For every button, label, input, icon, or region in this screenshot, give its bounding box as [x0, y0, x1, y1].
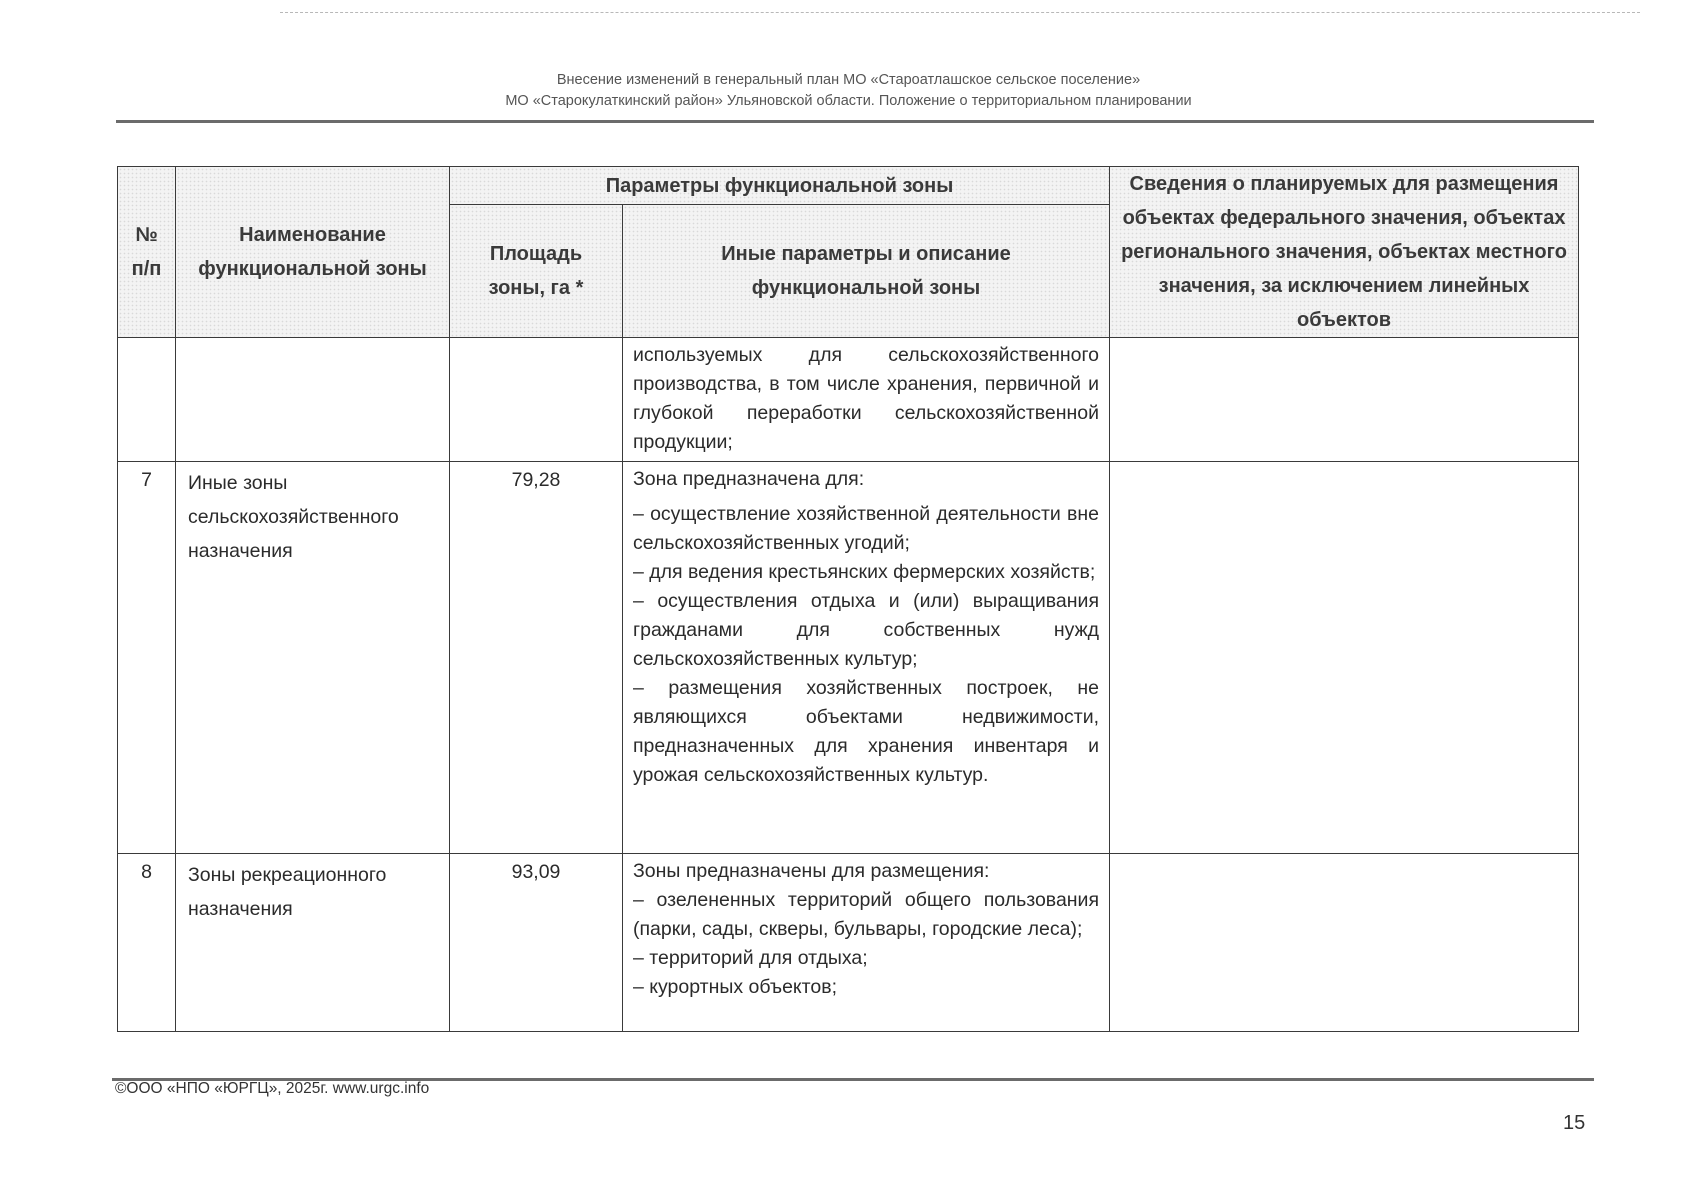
- row-zone-description: [623, 338, 1110, 462]
- row-number: [118, 338, 176, 462]
- header-zone-area: Площадь зоны, га *: [450, 205, 623, 338]
- description-item: – для ведения крестьянских фермерских хозяйств;: [633, 561, 1096, 583]
- running-header-line-1: Внесение изменений в генеральный план МО «Староатлашское сельское поселение»: [556, 72, 1141, 88]
- row-planned-objects: [1110, 338, 1579, 462]
- description-item: – размещения хозяйственных построек, не являющихся объектами недвижимости, предназначенных для хранения инвентаря и урожая сельскохозяйственных культур.: [633, 677, 1100, 786]
- scan-edge-line: [280, 12, 1640, 13]
- description-item: – озелененных территорий общего пользования (парки, сады, скверы, бульвары, городские леса);: [633, 889, 1100, 940]
- page-number: 15: [1563, 1112, 1586, 1134]
- row-zone-area: 79,28: [450, 462, 623, 854]
- header-number: № п/п: [118, 167, 176, 338]
- description-item: используемых для сельскохозяйственного производства, в том числе хранения, первичной и глубокой переработки сельскохозяйственной продукции;: [633, 344, 1100, 453]
- description-item: – курортных объектов;: [633, 976, 838, 998]
- row-zone-name: [176, 338, 450, 462]
- header-zone-parameters: Параметры функциональной зоны: [450, 167, 1110, 205]
- running-header-line-2: МО «Старокулаткинский район» Ульяновской области. Положение о территориальном планировании: [505, 93, 1192, 109]
- functional-zones-table: [117, 166, 1579, 1032]
- description-item: – осуществление хозяйственной деятельности вне сельскохозяйственных угодий;: [633, 503, 1100, 554]
- row-planned-objects: [1110, 854, 1579, 1032]
- row-number: 7: [118, 462, 176, 854]
- row-zone-area: [450, 338, 623, 462]
- row-zone-name: Зоны рекреационного назначения: [176, 854, 450, 1032]
- table-row: [118, 462, 1579, 854]
- description-intro: Зона предназначена для:: [633, 468, 865, 490]
- header-divider: [116, 120, 1594, 123]
- row-zone-description: [623, 462, 1110, 854]
- row-number: 8: [118, 854, 176, 1032]
- row-zone-name: Иные зоны сельскохозяйственного назначения: [176, 462, 450, 854]
- running-header: [0, 70, 1697, 112]
- row-planned-objects: [1110, 462, 1579, 854]
- header-other-parameters: Иные параметры и описание функциональной зоны: [623, 205, 1110, 338]
- description-item: – территорий для отдыха;: [633, 947, 868, 969]
- header-planned-objects: Сведения о планируемых для размещения объектах федерального значения, объектах регионального значения, объектах местного значения, за исключением линейных объектов: [1110, 167, 1579, 338]
- table-row: [118, 854, 1579, 1032]
- row-zone-description: [623, 854, 1110, 1032]
- row-zone-area: 93,09: [450, 854, 623, 1032]
- description-intro: Зоны предназначены для размещения:: [633, 860, 990, 882]
- footer-copyright: ©ООО «НПО «ЮРГЦ», 2025г. www.urgc.info: [115, 1080, 430, 1097]
- description-item: – осуществления отдыха и (или) выращивания гражданами для собственных нужд сельскохозяйственных культур;: [633, 590, 1100, 670]
- table-row: [118, 338, 1579, 462]
- header-zone-name: Наименование функциональной зоны: [176, 167, 450, 338]
